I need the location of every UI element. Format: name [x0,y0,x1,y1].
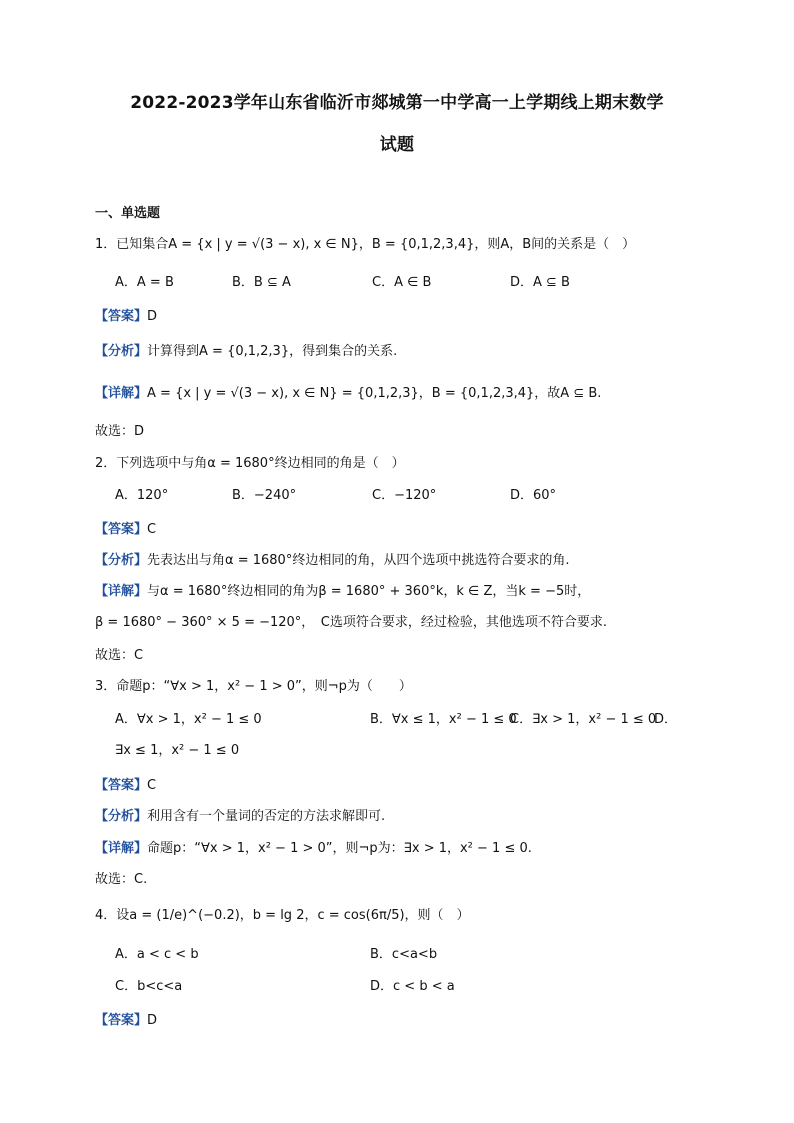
q2-answer [95,521,156,539]
analysis-tag: 【分析】 [95,809,148,824]
page-title-cont: 试题 [379,135,415,155]
section-heading: 一、单选题 [95,206,161,221]
q1-detail [95,385,601,403]
q2-detail-text: 与α = 1680°终边相同的角为β = 1680° + 360°k，k ∈ Z，当k = −5时， [147,584,591,599]
q2-choose: 故选：C [95,648,144,663]
question-4-stem: 4．设a = (1/e)^(−0.2)，b = lg 2，c = cos(6π/5)，则（ ） [95,908,470,923]
q2-option-b: B．−240° [232,488,297,503]
detail-tag: 【详解】 [95,841,148,856]
analysis-tag: 【分析】 [95,344,148,359]
q3-detail [95,840,532,858]
q3-option-c: C．∃x > 1，x² − 1 ≤ 0 [510,712,657,727]
q3-detail-text: 命题p：“∀x > 1，x² − 1 > 0”，则¬p为：∃x > 1，x² − 1 ≤ 0. [147,841,532,856]
q4-option-b: B．c<a<b [370,947,438,962]
answer-tag: 【答案】 [95,522,148,537]
page-title: 2022-2023学年山东省临沂市郯城第一中学高一上学期线上期末数学 [130,93,664,113]
q3-option-d-cont: ∃x ≤ 1，x² − 1 ≤ 0 [115,743,240,758]
q1-choose: 故选：D [95,424,145,439]
q2-analysis [95,552,569,570]
answer-tag: 【答案】 [95,778,148,793]
answer-tag: 【答案】 [95,309,148,324]
q3-option-b: B．∀x ≤ 1，x² − 1 ≤ 0 [370,712,517,727]
q1-answer-value: D [147,309,158,324]
question-3-stem: 3．命题p：“∀x > 1，x² − 1 > 0”，则¬p为（ ） [95,679,412,694]
q2-answer-value: C [147,522,157,537]
q4-option-d: D．c < b < a [370,979,455,994]
q4-answer [95,1012,157,1030]
analysis-tag: 【分析】 [95,553,148,568]
q1-option-c: C．A ∈ B [372,275,432,290]
question-2-stem: 2．下列选项中与角α = 1680°终边相同的角是（ ） [95,456,405,471]
q3-option-d: D． [654,712,678,727]
q1-answer [95,308,157,326]
q3-answer [95,777,156,795]
q1-option-a: A．A = B [115,275,174,290]
q4-option-c: C．b<c<a [115,979,183,994]
q2-detail-cont: β = 1680° − 360° × 5 = −120°， C选项符合要求，经过检验，其他选项不符合要求. [95,615,608,630]
q2-option-d: D．60° [510,488,557,503]
q4-answer-value: D [147,1013,158,1028]
q3-analysis-text: 利用含有一个量词的否定的方法求解即可. [147,809,386,824]
q3-analysis [95,808,385,826]
q2-detail [95,583,590,601]
detail-tag: 【详解】 [95,386,148,401]
q3-choose: 故选：C. [95,872,148,887]
q1-option-d: D．A ⊆ B [510,275,570,290]
q1-option-b: B．B ⊆ A [232,275,291,290]
q2-analysis-text: 先表达出与角α = 1680°终边相同的角，从四个选项中挑选符合要求的角. [147,553,570,568]
detail-tag: 【详解】 [95,584,148,599]
q3-answer-value: C [147,778,157,793]
question-1-stem: 1．已知集合A = {x | y = √(3 − x), x ∈ N}，B = {0,1,2,3,4}，则A，B间的关系是（ ） [95,237,636,252]
q4-option-a: A．a < c < b [115,947,199,962]
q2-option-a: A．120° [115,488,169,503]
q2-option-c: C．−120° [372,488,437,503]
q3-option-a: A．∀x > 1，x² − 1 ≤ 0 [115,712,262,727]
q1-analysis-text: 计算得到A = {0,1,2,3}，得到集合的关系. [147,344,398,359]
answer-tag: 【答案】 [95,1013,148,1028]
q1-detail-text: A = {x | y = √(3 − x), x ∈ N} = {0,1,2,3}，B = {0,1,2,3,4}，故A ⊆ B. [147,386,602,401]
q1-analysis [95,343,397,361]
